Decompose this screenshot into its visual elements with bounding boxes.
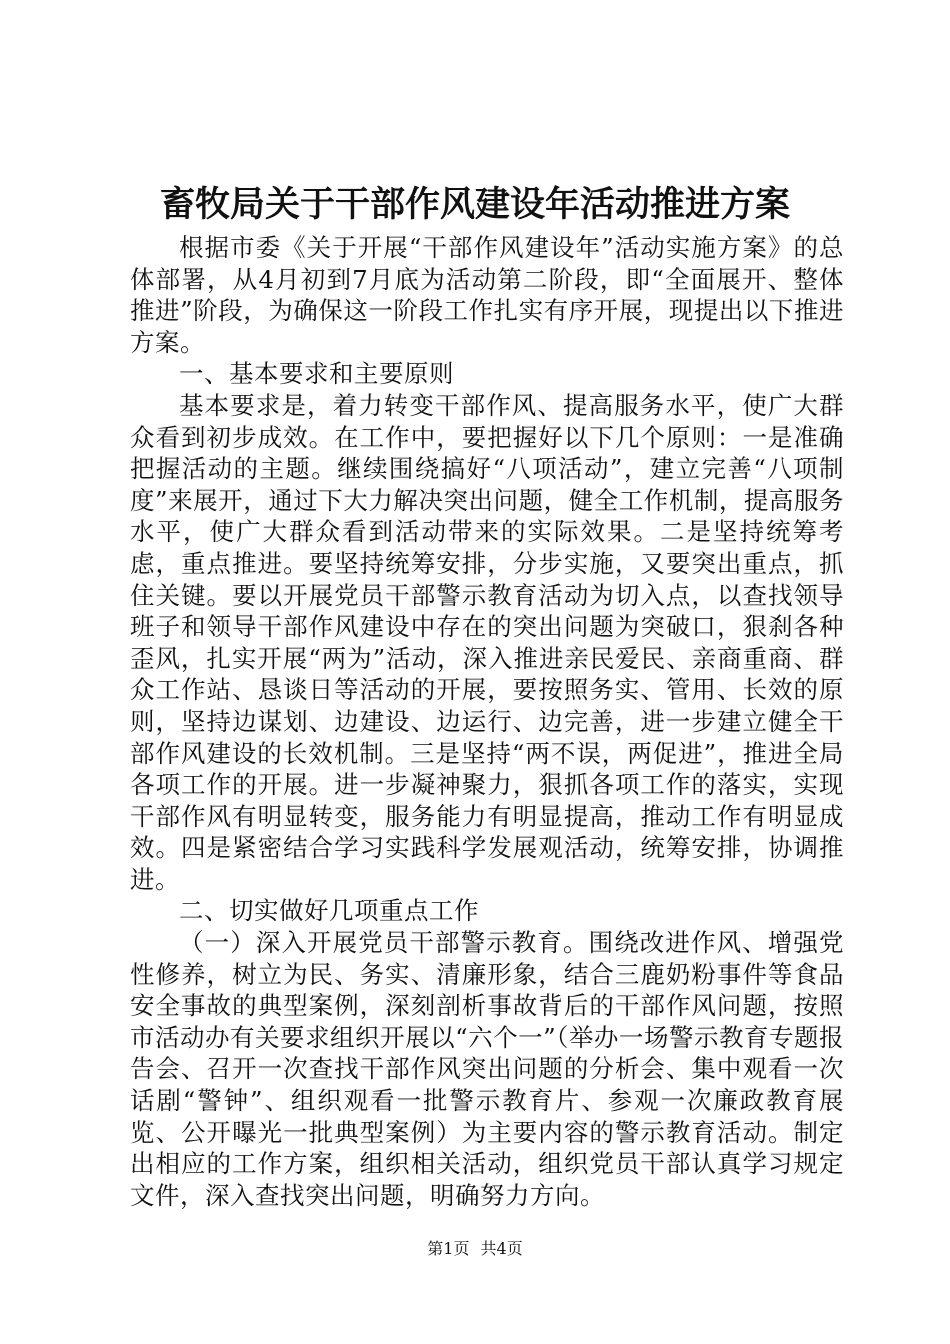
document-body [130,232,844,1211]
warning-education-paragraph: （一）深入开展党员干部警示教育。围绕改进作风、增强党性修养，树立为民、务实、清廉形象，结合三鹿奶粉事件等食品安全事故的典型案例，深刻剖析事故背后的干部作风问题，按照市活动办有关要求组织开展以“六个一”（举办一场警示教育专题报告会、召开一次查找干部作风突出问题的分析会、集中观看一次话剧“警钟”、组织观看一批警示教育片、参观一次廉政教育展览、公开曝光一批典型案例）为主要内容的警示教育活动。制定出相应的工作方案，组织相关活动，组织党员干部认真学习规定文件，深入查找突出问题，明确努力方向。 [130,928,844,1210]
document-title: 畜牧局关于干部作风建设年活动推进方案 [159,184,790,225]
principles-paragraph: 基本要求是，着力转变干部作风、提高服务水平，使广大群众看到初步成效。在工作中，要把握好以下几个原则：一是准确把握活动的主题。继续围绕搞好“八项活动”，建立完善“八项制度”来展开，通过下大力解决突出问题，健全工作机制，提高服务水平，使广大群众看到活动带来的实际效果。二是坚持统筹考虑，重点推进。要坚持统筹安排，分步实施，又要突出重点，抓住关键。要以开展党员干部警示教育活动为切入点，以查找领导班子和领导干部作风建设中存在的突出问题为突破口，狠刹各种歪风，扎实开展“两为”活动，深入推进亲民爱民、亲商重商、群众工作站、恳谈日等活动的开展，要按照务实、管用、长效的原则，坚持边谋划、边建设、边运行、边完善，进一步建立健全干部作风建设的长效机制。三是坚持“两不误，两促进”，推进全局各项工作的开展。进一步凝神聚力，狠抓各项工作的落实，实现干部作风有明显转变，服务能力有明显提高，推动工作有明显成效。四是紧密结合学习实践科学发展观活动，统筹安排，协调推进。 [130,390,844,894]
page-number: 第1页 [427,1239,470,1258]
section-heading-1: 一、基本要求和主要原则 [179,359,454,389]
page-total: 共4页 [480,1239,523,1258]
section-heading-2: 二、切实做好几项重点工作 [179,896,479,926]
intro-paragraph: 根据市委《关于开展“干部作风建设年”活动实施方案》的总体部署，从4月初到7月底为活动第二阶段，即“全面展开、整体推进”阶段，为确保这一阶段工作扎实有序开展，现提出以下推进方案。 [130,233,844,357]
page-footer [0,1238,950,1260]
